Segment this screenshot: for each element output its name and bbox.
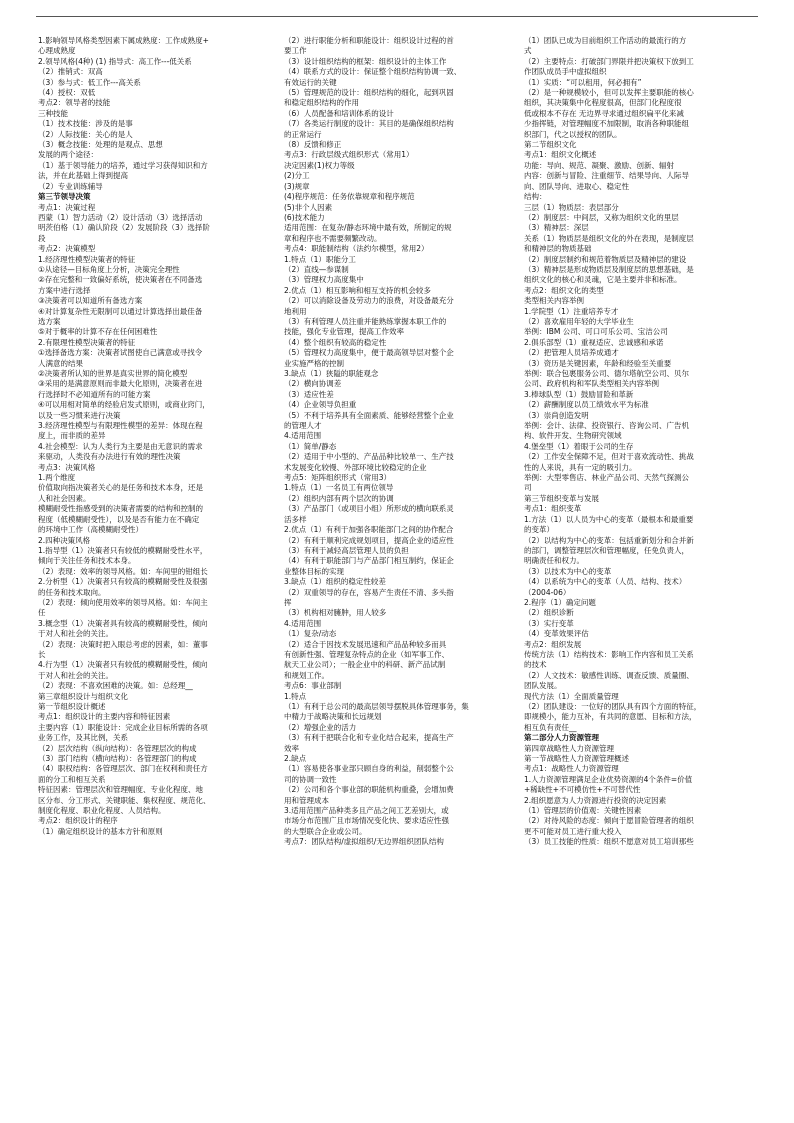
text-line: （2）对待风险的态度：倾向于愿冒险管理者的组织 bbox=[524, 816, 694, 826]
text-line: 1.方法（1）以人员为中心的变革（最根本和最重要 bbox=[524, 514, 694, 524]
text-line: （1）有利于总公司的最高层领导摆脱具体管理事务，集 bbox=[284, 702, 469, 711]
text-line: （1）管理层的价值观：关键性因素 bbox=[524, 806, 642, 816]
text-line: 内容：创新与冒险、注重细节、结果导向、人际导 bbox=[524, 171, 689, 181]
text-line: （2）可以消除设备及劳动力的浪费，对设备最充分 bbox=[284, 296, 454, 306]
text-line: （2）工作安全保障不足，但对于喜欢流动性、挑战 bbox=[524, 452, 694, 462]
text-line: 司 bbox=[524, 483, 532, 493]
text-line: 挥 bbox=[284, 597, 292, 607]
text-line: 价值取向指决策者关心的是任务和技术本身，还是 bbox=[38, 483, 203, 493]
text-line: 类型相关内容举例 bbox=[524, 296, 584, 306]
text-line: 要工作 bbox=[284, 46, 307, 56]
text-line: 和规划工作。 bbox=[284, 670, 329, 680]
text-line: 三层（1）物质层：表层部分 bbox=[524, 202, 619, 212]
text-line: 1.特点（1）职能分工 bbox=[284, 254, 356, 264]
text-line: （7）各类运行制度的设计：其目的是确保组织结构 bbox=[284, 119, 454, 129]
text-line: 来驱动，人类没有办法进行有效的理性决策 bbox=[38, 452, 181, 462]
text-line: （3）员工技能的性质：组织不愿意对员工培训那些 bbox=[524, 837, 694, 847]
text-line: 2.缺点 bbox=[284, 754, 307, 764]
text-line: 于对人和社会的关注。 bbox=[38, 670, 113, 680]
text-line: 考点1：决策过程 bbox=[38, 202, 96, 212]
text-line: 1.学院型（1）注重培养专才 bbox=[524, 306, 619, 316]
text-line: （1）确定组织设计的基本方针和原则 bbox=[38, 826, 163, 836]
text-line: （1）实质：“可以租用，何必拥有” bbox=[524, 77, 642, 87]
text-line: 行选择时不必知道所有的可能方案 bbox=[38, 389, 151, 399]
text-line: （5）管理规范的设计：组织结构的细化，起到巩固 bbox=[284, 88, 454, 98]
text-line: 考点1：战略性人力资源管理 bbox=[524, 764, 619, 774]
text-line: 有创新性强、管理复杂特点的企业（如军事工作、 bbox=[284, 649, 449, 659]
text-line: （1）团队已成为目前组织工作活动的最流行的方 bbox=[524, 36, 687, 45]
text-line: （3）适应性差 bbox=[284, 389, 334, 399]
text-line: （3）精神层：深层 bbox=[524, 223, 589, 233]
text-line: （3）概念技能：处理的是观点、思想 bbox=[38, 140, 163, 150]
text-line: （2）把管理人员培养成通才 bbox=[524, 348, 619, 358]
text-line: 4.适用范围 bbox=[284, 431, 322, 441]
text-line: （3）管理权力高度集中 bbox=[284, 275, 364, 285]
text-line: （2）表现：不喜欢困难的决策。如：总经理__ bbox=[38, 681, 193, 691]
text-line: （1）技术技能：涉及的是事 bbox=[38, 119, 133, 129]
text-line: (4)程序规范：任务依靠规章和程序规范 bbox=[284, 192, 415, 202]
text-line: （3）以技术为中心的变革 bbox=[524, 566, 612, 576]
text-line: （4）企业领导负担重 bbox=[284, 400, 357, 410]
text-line: 1.特点 bbox=[284, 691, 307, 701]
text-line: 人和社会因素。 bbox=[38, 493, 91, 503]
text-line: （5）管理权力高度集中，便于最高领导层对整个企 bbox=[284, 348, 454, 358]
text-line: 关系（1）物质层是组织文化的外在表现，是制度层 bbox=[524, 233, 694, 243]
text-line: 活多样 bbox=[284, 514, 307, 524]
text-line: (6)技术能力 bbox=[284, 212, 325, 222]
text-line: 1.指导型（1）决策者只有较低的模糊耐受性水平， bbox=[38, 545, 208, 555]
text-line: 传统方法（1）结构技术：影响工作内容和员工关系 bbox=[524, 649, 694, 659]
text-line: 的变革） bbox=[524, 525, 554, 535]
text-line: ②存在完整和一致偏好系统，使决策者在不同备选 bbox=[38, 275, 203, 285]
text-line: 2.有限理性模型决策者的特征 bbox=[38, 337, 136, 347]
text-line: （2）横向协调差 bbox=[284, 379, 342, 389]
text-line: （2）层次结构（纵向结构）：各管理层次的构成 bbox=[38, 743, 197, 753]
text-line: 明确责任和权力。 bbox=[524, 556, 584, 566]
text-line: 举例：IBM 公司、可口可乐公司、宝洁公司 bbox=[524, 327, 668, 337]
text-line: 3.适用范围产品种类多且产品之间工艺差别大，或 bbox=[284, 806, 449, 816]
text-line: (3)规章 bbox=[284, 181, 310, 191]
text-line: 4.堡垒型（1）着眼于公司的生存 bbox=[524, 441, 634, 451]
text-line: 用和管理成本 bbox=[284, 795, 329, 805]
text-line: +稀缺性+不可模仿性+不可替代性 bbox=[524, 785, 641, 795]
text-line: (5)非个人因素 bbox=[284, 202, 333, 212]
text-line: （3）崇尚创造发明 bbox=[524, 410, 589, 420]
text-line: 方案中进行选择 bbox=[38, 285, 91, 295]
text-line: （4）授权：双低 bbox=[38, 88, 96, 98]
text-line: 倾向于关注任务和技术本身。 bbox=[38, 556, 136, 566]
text-line: 1.两个维度 bbox=[38, 473, 76, 483]
text-line: 术发展变化较慢、外部环境比较稳定的企业 bbox=[284, 462, 427, 472]
text-line: 长 bbox=[38, 649, 46, 659]
text-line: 2.优点（1）相互影响和相互支持的机会较多 bbox=[284, 285, 431, 295]
text-line: 制度化程度、职业化程度、人员结构。 bbox=[38, 806, 166, 816]
text-line: （2）双重领导的存在，容易产生责任不清、多头指 bbox=[284, 587, 454, 597]
text-line: （1）简单/静态 bbox=[284, 441, 337, 451]
text-line: （2）表现：效率的领导风格。如：车间里的钳组长 bbox=[38, 566, 208, 576]
text-line: 相互负有责任__ bbox=[524, 722, 577, 732]
text-line: （3）资历是关键因素，年龄和经验至关重要 bbox=[524, 358, 672, 368]
text-line: （2）人际技能：关心的是人 bbox=[38, 129, 133, 139]
column-left bbox=[38, 36, 278, 1116]
text-line: 低或根本不存在 无边界寻求通过组织扁平化来减 bbox=[524, 108, 684, 118]
text-line: 第一节战略性人力资源管理概述 bbox=[524, 754, 629, 764]
text-line: 考点3：决策风格 bbox=[38, 462, 96, 472]
text-line: （8）反馈和修正 bbox=[284, 140, 342, 150]
text-line: 举例：联合包裹服务公司、德尔塔航空公司、贝尔 bbox=[524, 369, 689, 378]
text-line: （3）有利于减轻高层管理人员的负担 bbox=[284, 545, 409, 555]
text-line: 4.适用范围 bbox=[284, 618, 322, 628]
text-line: 构、软件开发、生物研究领域 bbox=[524, 431, 622, 441]
text-line: 面的分工和相互关系 bbox=[38, 774, 106, 784]
text-line: 考点7：团队结构/虚拟组织/无边界组织团队结构 bbox=[284, 837, 444, 847]
text-line: 和稳定组织结构的作用 bbox=[284, 98, 359, 108]
text-line: （2）表现：倾向使用效率的领导风格。如：车间主 bbox=[38, 597, 208, 607]
text-line: （2）进行职能分析和职能设计：组织设计过程的首 bbox=[284, 36, 454, 45]
text-line: （1）基于领导能力的培养，通过学习获得知识和方 bbox=[38, 160, 208, 170]
text-line: 发展的两个途径： bbox=[38, 150, 98, 160]
text-line: ③决策者可以知道所有备选方案 bbox=[38, 296, 143, 306]
text-line: （3）部门结构（横向结构）：各管理部门的构成 bbox=[38, 754, 197, 764]
text-line: 考点2：组织发展 bbox=[524, 639, 582, 649]
text-line: 业务工作，及其比例，关系 bbox=[38, 733, 128, 743]
text-line: 航天工业公司）；一般企业中的科研、新产品试制 bbox=[284, 660, 446, 670]
text-line: 组织，其决策集中化程度很高，但部门化程度很 bbox=[524, 98, 682, 108]
text-line: 3.概念型（1）决策者具有较高的模糊耐受性，倾向 bbox=[38, 618, 208, 628]
text-line: （3）实行变革 bbox=[524, 618, 574, 628]
text-line: （4）以系统为中心的变革（人员、结构、技术） bbox=[524, 577, 687, 587]
text-line: (2)分工 bbox=[284, 171, 310, 181]
text-line: 决定因素(1)权力等级 bbox=[284, 160, 355, 170]
text-line: 以及一些习惯来进行决策 bbox=[38, 410, 121, 420]
text-line: （2）表现：决策时把入眼总考虑的因素，如：董事 bbox=[38, 639, 208, 649]
text-line: 考点2：领导者的技能 bbox=[38, 98, 111, 108]
section-heading: 第二部分人力资源管理 bbox=[524, 733, 599, 743]
text-line: 考点2：组织文化的类型 bbox=[524, 285, 604, 295]
text-line: ④对计算复杂性无限制可以通过计算选择出最佳备 bbox=[38, 306, 203, 316]
text-line: （5）不利于培养具有全面素质、能够经营整个企业 bbox=[284, 410, 454, 420]
text-line: （2）薪酬制度以员工绩效水平为标准 bbox=[524, 400, 649, 410]
text-line: 结构： bbox=[524, 192, 547, 202]
text-line: 3.棒球队型（1）鼓励冒险和革新 bbox=[524, 389, 634, 399]
text-line: 少指挥链，对管理幅度不加限制，取消各种职能组 bbox=[524, 119, 689, 129]
text-line: ①从途径—目标角度上分析，决策完全理性 bbox=[38, 264, 180, 274]
text-line: 2.俱乐部型（1）重视适应、忠诚感和承诺 bbox=[524, 337, 664, 347]
text-line: 市场分布范围广且市场情况变化快、要求适应性强 bbox=[284, 816, 449, 826]
text-line: 选方案 bbox=[38, 316, 61, 326]
text-line: 更不可能对员工进行重大投入 bbox=[524, 826, 622, 836]
text-line: （6）人员配备和培训体系的设计 bbox=[284, 108, 394, 118]
text-line: 的技术 bbox=[524, 660, 547, 670]
text-line: 2.四种决策风格 bbox=[38, 535, 91, 545]
text-line: 法，并在此基础上得到提高 bbox=[38, 171, 128, 181]
text-line: 3.缺点（1）狭隘的职能观念 bbox=[284, 369, 379, 378]
text-line: （3）参与式：低工作---高关系 bbox=[38, 77, 141, 87]
text-line: 考点6：事业部制 bbox=[284, 681, 342, 691]
text-line: 模糊耐受性指感受到的决策者需要的结构和控制的 bbox=[38, 504, 203, 514]
text-line: 功能：导向、规范、凝聚、激励、创新、辐射 bbox=[524, 160, 674, 170]
text-line: 考点1：组织设计的主要内容和特征因素 bbox=[38, 712, 171, 722]
text-line: 即规模小，能力互补，有共同的意愿、目标和方法， bbox=[524, 712, 697, 722]
text-line: 第三节组织变革与发展 bbox=[524, 493, 599, 503]
text-line: （4）联系方式的设计：保证整个组织结构协调一致、 bbox=[284, 67, 462, 77]
text-line: 的正常运行 bbox=[284, 129, 322, 139]
text-line: （3）机构相对臃肿，用人较多 bbox=[284, 608, 387, 618]
text-line: 主要内容（1）职能设计：完成企业目标所需的各项 bbox=[38, 722, 208, 732]
text-line: 的环境中工作（高模糊耐受性） bbox=[38, 525, 143, 535]
text-line: 2.分析型（1）决策者只有较高的模糊耐受性及很强 bbox=[38, 577, 208, 587]
text-line: （4）有利于职能部门与产品部门相互制约，保证企 bbox=[284, 556, 454, 566]
page-columns bbox=[38, 36, 758, 1116]
text-line: （3）有利于把联合化和专业化结合起来，提高生产 bbox=[284, 733, 454, 743]
text-line: （4）变革效果评估 bbox=[524, 629, 589, 639]
text-line: 效率 bbox=[284, 743, 299, 753]
text-line: （2）直线—参谋制 bbox=[284, 264, 349, 274]
text-line: 中精力于战略决策和长远规划 bbox=[284, 712, 382, 722]
text-line: （2）公司和各个事业部的职能机构重叠，会增加费 bbox=[284, 785, 454, 795]
text-line: ⑤对于概率的计算不存在任何困难性 bbox=[38, 327, 158, 337]
text-line: （2）主要特点：打破部门界限并把决策权下放到工 bbox=[524, 56, 694, 66]
text-line: ①选择备选方案：决策者试图使自己满意或寻找令 bbox=[38, 348, 203, 358]
text-line: （4）职权结构：各管理层次、部门在权利和责任方 bbox=[38, 764, 208, 774]
text-line: （4）整个组织有较高的稳定性 bbox=[284, 337, 387, 347]
text-line: 2.领导风格(4种) (1) 指导式：高工作---低关系 bbox=[38, 56, 192, 66]
text-line: 1.影响领导风格类型因素下属成熟度：工作成熟度+ bbox=[38, 36, 209, 45]
text-line: 第三章组织设计与组织文化 bbox=[38, 691, 128, 701]
text-line: 司的协调一致性 bbox=[284, 774, 337, 784]
text-line: 2.程序（1）确定问题 bbox=[524, 597, 596, 607]
text-line: 举例：大型零售店、林业产品公司、天然气探测公 bbox=[524, 473, 689, 483]
text-line: （2）适合于因技术发展迅速和产品品种较多而具 bbox=[284, 639, 447, 649]
text-line: 有效运行的关键 bbox=[284, 77, 337, 87]
text-line: （3）设计组织结构的框架：组织设计的主体工作 bbox=[284, 56, 447, 66]
text-line: （3）产品部门（或项目小组）所形成的横向联系灵 bbox=[284, 504, 454, 514]
text-line: （2）组织诊断 bbox=[524, 608, 574, 618]
text-line: 织部门，代之以授权的团队。 bbox=[524, 129, 622, 139]
text-line: 1.人力资源管理满足企业优势资源的4个条件=价值 bbox=[524, 774, 693, 784]
text-line: （1）复杂/动态 bbox=[284, 629, 337, 639]
text-line: （2）适用于中小型的、产品品种比较单一、生产技 bbox=[284, 452, 454, 462]
text-line: 3.缺点（1）组织的稳定性较差 bbox=[284, 577, 386, 587]
text-line: （2）组织内部有两个层次的协调 bbox=[284, 493, 394, 503]
text-line: 向、团队导向、进取心、稳定性 bbox=[524, 181, 629, 191]
text-line: 和精神层的物质基础 bbox=[524, 244, 592, 254]
text-line: 人满意的结果 bbox=[38, 358, 83, 368]
text-line: （2）增强企业的活力 bbox=[284, 722, 357, 732]
text-line: 区分布、分工形式、关键职能、集权程度、规范化、 bbox=[38, 795, 211, 805]
text-line: （3）精神层是形成物质层及制度层的思想基础，是 bbox=[524, 264, 694, 274]
text-line: 考点4：职能制结构（法约尔模型，常用2） bbox=[284, 244, 429, 254]
text-line: 适用范围：在复杂/静态环境中最有效，所制定的规 bbox=[284, 223, 452, 233]
text-line: 考点2：决策模型 bbox=[38, 244, 96, 254]
text-line: （2004-06） bbox=[524, 587, 571, 597]
text-line: （2）以结构为中心的变革：包括重新划分和合并新 bbox=[524, 535, 694, 545]
text-line: 的部门，调整管理层次和管理幅度，任免负责人， bbox=[524, 545, 689, 555]
text-line: （2）是一种规模较小，但可以发挥主要职能的核心 bbox=[524, 88, 694, 98]
text-line: （2）喜欢雇用年轻的大学毕业生 bbox=[524, 316, 634, 326]
text-line: 考点1：组织文化概述 bbox=[524, 150, 597, 160]
text-line: （2）团队建设：一位好的团队具有四个方面的特征， bbox=[524, 702, 702, 711]
text-line: 4.行为型（1）决策者只有较低的模糊耐受性，倾向 bbox=[38, 660, 208, 670]
text-line: 考点2：组织设计的程序 bbox=[38, 816, 118, 826]
column-right bbox=[518, 36, 758, 1116]
text-line: 第一节组织设计概述 bbox=[38, 702, 106, 711]
text-line: 考点3：行政层级式组织形式（常用1） bbox=[284, 150, 414, 160]
text-line: ④可以用相对简单的经验启发式原则，或商业窍门， bbox=[38, 400, 210, 410]
text-line: （2）制度层制约和规范着物质层及精神层的建设 bbox=[524, 254, 687, 264]
text-line: 于对人和社会的关注。 bbox=[38, 629, 113, 639]
text-line: 的大型联合企业或公司。 bbox=[284, 826, 367, 836]
text-line: 的任务和技术取向。 bbox=[38, 587, 106, 597]
text-line: 西蒙（1）智力活动（2）设计活动（3）选择活动 bbox=[38, 212, 203, 222]
text-line: 2.组织愿意为人力资源进行投资的决定因素 bbox=[524, 795, 667, 805]
text-line: 技能，强化专业管理，提高工作效率 bbox=[284, 327, 404, 337]
text-line: 2.优点（1）有利于加强各职能部门之间的协作配合 bbox=[284, 525, 454, 535]
text-line: 特征因素：管理层次和管理幅度、专业化程度、地 bbox=[38, 785, 203, 795]
text-line: （2）人文技术：敏感性训练、调查反馈、质量圈、 bbox=[524, 670, 694, 680]
text-line: 的管理人才 bbox=[284, 421, 322, 431]
text-line: 组织文化的核心和灵魂，它是主要并非和标准。 bbox=[524, 275, 682, 285]
text-line: 第四章战略性人力资源管理 bbox=[524, 743, 614, 753]
text-line: （1）容易使各事业部只顾自身的利益，削弱整个公 bbox=[284, 764, 454, 774]
text-line: 考点1：组织变革 bbox=[524, 504, 582, 514]
text-line: 式 bbox=[524, 46, 532, 56]
text-line: ③采用的是满意原则而非最大化原则，决策者在进 bbox=[38, 379, 203, 389]
text-line: 任 bbox=[38, 608, 46, 618]
text-line: 3.经济理性模型与有限理性模型的差异：体现在程 bbox=[38, 421, 203, 431]
text-line: 章和程序也不需要频繁改动。 bbox=[284, 233, 382, 243]
text-line: 公司、政府机构和军队类型相关内容举例 bbox=[524, 379, 659, 389]
column-middle bbox=[278, 36, 518, 1116]
text-line: 程度（低模糊耐受性），以及是否有能力在不确定 bbox=[38, 514, 200, 524]
text-line: 1.经济理性模型决策者的特征 bbox=[38, 254, 136, 264]
text-line: 段 bbox=[38, 233, 46, 243]
text-line: 现代方法（1）全面质量管理 bbox=[524, 691, 619, 701]
text-line: 4.社会模型：认为人类行为主要是由无意识的需求 bbox=[38, 441, 203, 451]
text-line: （3）有利管理人员注重并能熟练掌握本职工作的 bbox=[284, 316, 447, 326]
text-line: 地利用 bbox=[284, 306, 307, 316]
page-top-rule bbox=[36, 16, 758, 17]
text-line: 举例：会计、法律、投资银行、咨询公司、广告机 bbox=[524, 421, 689, 431]
text-line: 业实施严格的控制 bbox=[284, 358, 344, 368]
text-line: ②决策者所认知的世界是真实世界的简化模型 bbox=[38, 369, 188, 378]
text-line: （2）有利于顺利完成规划项目，提高企业的适应性 bbox=[284, 535, 454, 545]
text-line: 心理成熟度 bbox=[38, 46, 76, 56]
text-line: （2）制度层：中间层，又称为组织文化的里层 bbox=[524, 212, 679, 222]
text-line: 作团队成员手中虚拟组织 bbox=[524, 67, 607, 77]
text-line: 业整体目标的实现 bbox=[284, 566, 344, 576]
text-line: 第二节组织文化 bbox=[524, 140, 577, 150]
text-line: 团队发展。 bbox=[524, 681, 562, 691]
text-line: 性的人来说，具有一定的吸引力。 bbox=[524, 462, 637, 472]
text-line: 三种技能 bbox=[38, 108, 68, 118]
text-line: （2）推销式：双高 bbox=[38, 67, 103, 77]
text-line: 1.特点（1）一名员工有两位领导 bbox=[284, 483, 394, 493]
section-heading: 第三节领导决策 bbox=[38, 192, 91, 202]
text-line: （2）专业训练辅导 bbox=[38, 181, 103, 191]
text-line: 度上，而非质的差异 bbox=[38, 431, 106, 441]
text-line: 明茨伯格（1）确认阶段（2）发展阶段（3）选择阶 bbox=[38, 223, 210, 233]
text-line: 考点5：矩阵组织形式（常用3） bbox=[284, 473, 392, 483]
